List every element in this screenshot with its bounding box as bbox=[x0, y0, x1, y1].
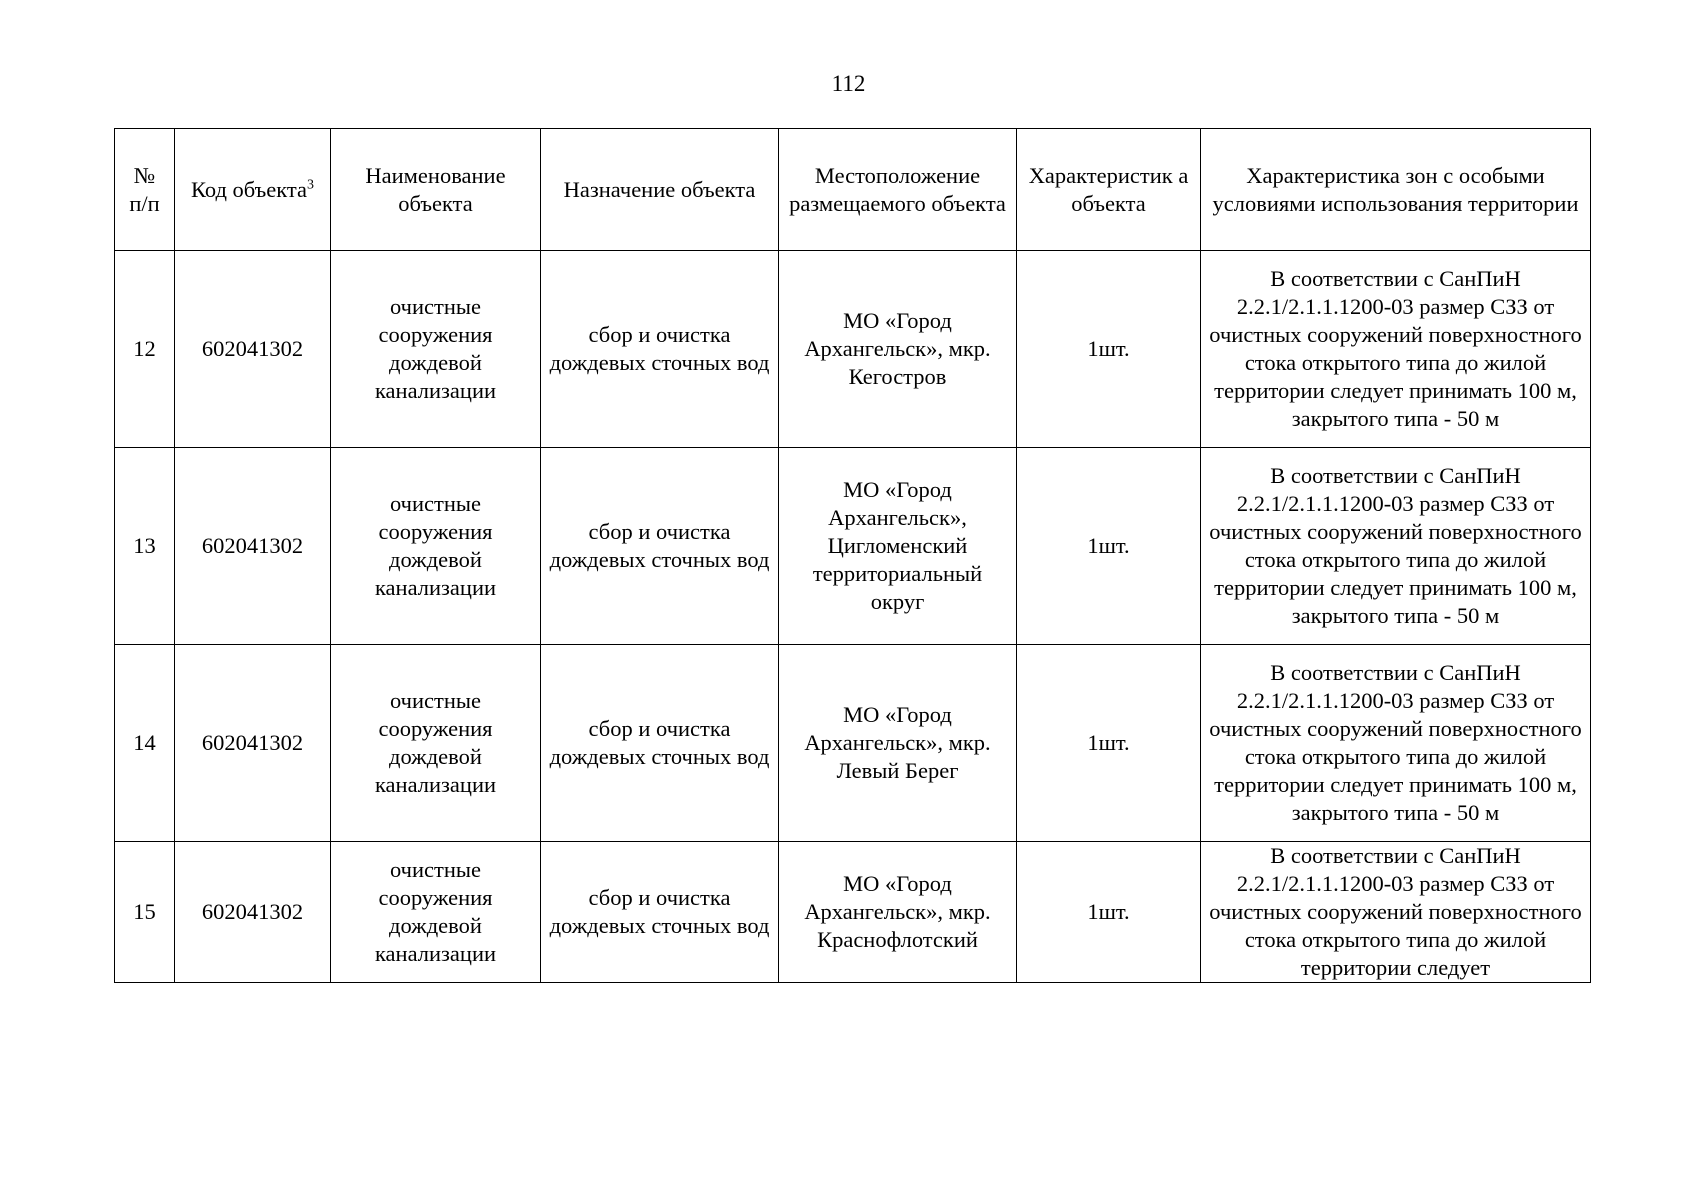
row-location: МО «Город Архангельск», Цигломенский территориальный округ bbox=[779, 448, 1017, 645]
header-name: Наименование объекта bbox=[331, 129, 541, 251]
table-row bbox=[115, 251, 1591, 448]
row-purpose: сбор и очистка дождевых сточных вод bbox=[541, 645, 779, 842]
table-row bbox=[115, 842, 1591, 983]
row-zones: В соответствии с СанПиН 2.2.1/2.1.1.1200-03 размер СЗЗ от очистных сооружений поверхностного стока открытого типа до жилой территории следует принимать 100 м, закрытого типа - 50 м bbox=[1201, 645, 1591, 842]
header-code bbox=[175, 129, 331, 251]
row-name: очистные сооружения дождевой канализации bbox=[331, 842, 541, 983]
row-purpose: сбор и очистка дождевых сточных вод bbox=[541, 251, 779, 448]
header-characteristic: Характеристик а объекта bbox=[1017, 129, 1201, 251]
row-code: 602041302 bbox=[175, 645, 331, 842]
row-location: МО «Город Архангельск», мкр. Краснофлотский bbox=[779, 842, 1017, 983]
table-row bbox=[115, 645, 1591, 842]
header-purpose: Назначение объекта bbox=[541, 129, 779, 251]
row-characteristic: 1шт. bbox=[1017, 448, 1201, 645]
row-name: очистные сооружения дождевой канализации bbox=[331, 448, 541, 645]
footnote-marker: 3 bbox=[307, 177, 315, 192]
row-code: 602041302 bbox=[175, 251, 331, 448]
header-zones: Характеристика зон с особыми условиями использования территории bbox=[1201, 129, 1591, 251]
page-number: 112 bbox=[831, 71, 866, 96]
row-num: 12 bbox=[115, 251, 175, 448]
row-zones: В соответствии с СанПиН 2.2.1/2.1.1.1200-03 размер СЗЗ от очистных сооружений поверхностного стока открытого типа до жилой территории следует bbox=[1201, 842, 1591, 983]
row-purpose: сбор и очистка дождевых сточных вод bbox=[541, 448, 779, 645]
table-row bbox=[115, 448, 1591, 645]
header-code-label: Код объекта bbox=[190, 176, 308, 202]
row-characteristic: 1шт. bbox=[1017, 645, 1201, 842]
row-num: 13 bbox=[115, 448, 175, 645]
row-name: очистные сооружения дождевой канализации bbox=[331, 645, 541, 842]
objects-table bbox=[114, 128, 1591, 983]
header-location: Местоположение размещаемого объекта bbox=[779, 129, 1017, 251]
header-num: № п/п bbox=[115, 129, 175, 251]
row-name: очистные сооружения дождевой канализации bbox=[331, 251, 541, 448]
row-characteristic: 1шт. bbox=[1017, 842, 1201, 983]
row-location: МО «Город Архангельск», мкр. Кегостров bbox=[779, 251, 1017, 448]
row-zones: В соответствии с СанПиН 2.2.1/2.1.1.1200-03 размер СЗЗ от очистных сооружений поверхностного стока открытого типа до жилой территории следует принимать 100 м, закрытого типа - 50 м bbox=[1201, 251, 1591, 448]
row-num: 15 bbox=[115, 842, 175, 983]
row-num: 14 bbox=[115, 645, 175, 842]
row-zones: В соответствии с СанПиН 2.2.1/2.1.1.1200-03 размер СЗЗ от очистных сооружений поверхностного стока открытого типа до жилой территории следует принимать 100 м, закрытого типа - 50 м bbox=[1201, 448, 1591, 645]
row-location: МО «Город Архангельск», мкр. Левый Берег bbox=[779, 645, 1017, 842]
row-code: 602041302 bbox=[175, 448, 331, 645]
row-purpose: сбор и очистка дождевых сточных вод bbox=[541, 842, 779, 983]
row-characteristic: 1шт. bbox=[1017, 251, 1201, 448]
table-header-row bbox=[115, 129, 1591, 251]
row-code: 602041302 bbox=[175, 842, 331, 983]
